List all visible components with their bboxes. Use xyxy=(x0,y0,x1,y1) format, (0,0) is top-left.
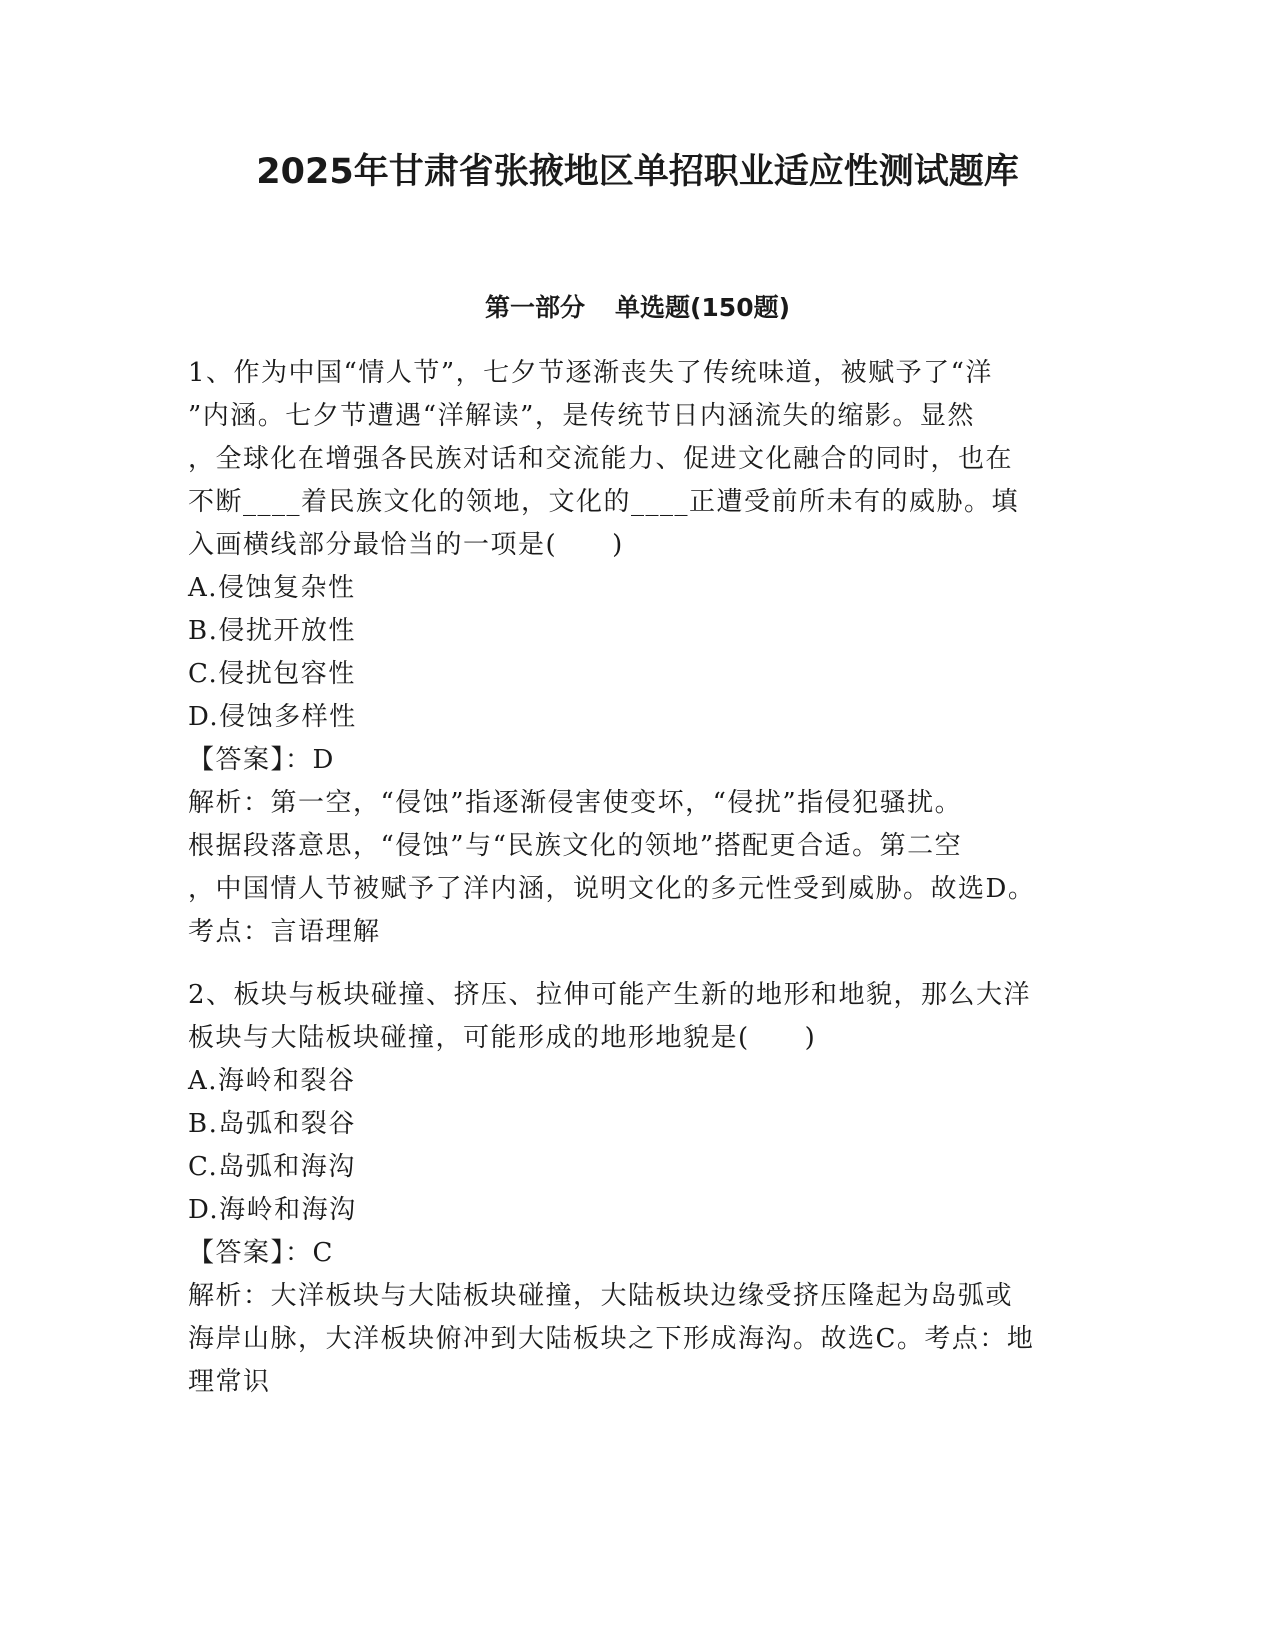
analysis-line: 海岸山脉，大洋板块俯冲到大陆板块之下形成海沟。故选C。考点：地 xyxy=(188,1324,1035,1354)
question-stem-line: ”内涵。七夕节遭遇“洋解读”，是传统节日内涵流失的缩影。显然 xyxy=(188,401,975,431)
section-part-label: 第一部分 xyxy=(484,293,585,322)
analysis-line: 考点：言语理解 xyxy=(188,917,381,947)
section-heading xyxy=(0,290,1275,326)
question-2 xyxy=(188,974,1088,1404)
option-c: C.岛弧和海沟 xyxy=(188,1152,356,1182)
question-stem-line: 1、作为中国“情人节”，七夕节逐渐丧失了传统味道，被赋予了“洋 xyxy=(188,358,993,388)
option-d: D.侵蚀多样性 xyxy=(188,702,357,732)
question-stem-line: 不断____着民族文化的领地，文化的____正遭受前所未有的威胁。填 xyxy=(188,487,1020,517)
analysis-line: 解析：大洋板块与大陆板块碰撞，大陆板块边缘受挤压隆起为岛弧或 xyxy=(188,1281,1014,1311)
option-b: B.侵扰开放性 xyxy=(188,616,356,646)
analysis-line: 理常识 xyxy=(188,1367,271,1397)
answer-line: 【答案】：D xyxy=(188,745,335,775)
option-d: D.海岭和海沟 xyxy=(188,1195,357,1225)
option-a: A.侵蚀复杂性 xyxy=(188,573,356,603)
question-stem-line: 入画横线部分最恰当的一项是( ) xyxy=(188,530,624,560)
analysis-line: 根据段落意思，“侵蚀”与“民族文化的领地”搭配更合适。第二空 xyxy=(188,831,963,861)
analysis-line: ，中国情人节被赋予了洋内涵，说明文化的多元性受到威胁。故选D。 xyxy=(188,874,1036,904)
analysis-line: 解析：第一空，“侵蚀”指逐渐侵害使变坏，“侵扰”指侵犯骚扰。 xyxy=(188,788,963,818)
question-stem-line: 板块与大陆板块碰撞，可能形成的地形地貌是( ) xyxy=(188,1023,817,1053)
answer-line: 【答案】：C xyxy=(188,1238,334,1268)
question-list xyxy=(188,352,1088,1404)
question-1 xyxy=(188,352,1088,954)
option-a: A.海岭和裂谷 xyxy=(188,1066,356,1096)
document-title: 2025年甘肃省张掖地区单招职业适应性测试题库 xyxy=(256,152,1019,192)
question-stem-line: 2、板块与板块碰撞、挤压、拉伸可能产生新的地形和地貌，那么大洋 xyxy=(188,980,1032,1010)
option-c: C.侵扰包容性 xyxy=(188,659,356,689)
option-b: B.岛弧和裂谷 xyxy=(188,1109,356,1139)
question-stem-line: ，全球化在增强各民族对话和交流能力、促进文化融合的同时，也在 xyxy=(188,444,1014,474)
section-name-label: 单选题(150题) xyxy=(614,293,791,322)
